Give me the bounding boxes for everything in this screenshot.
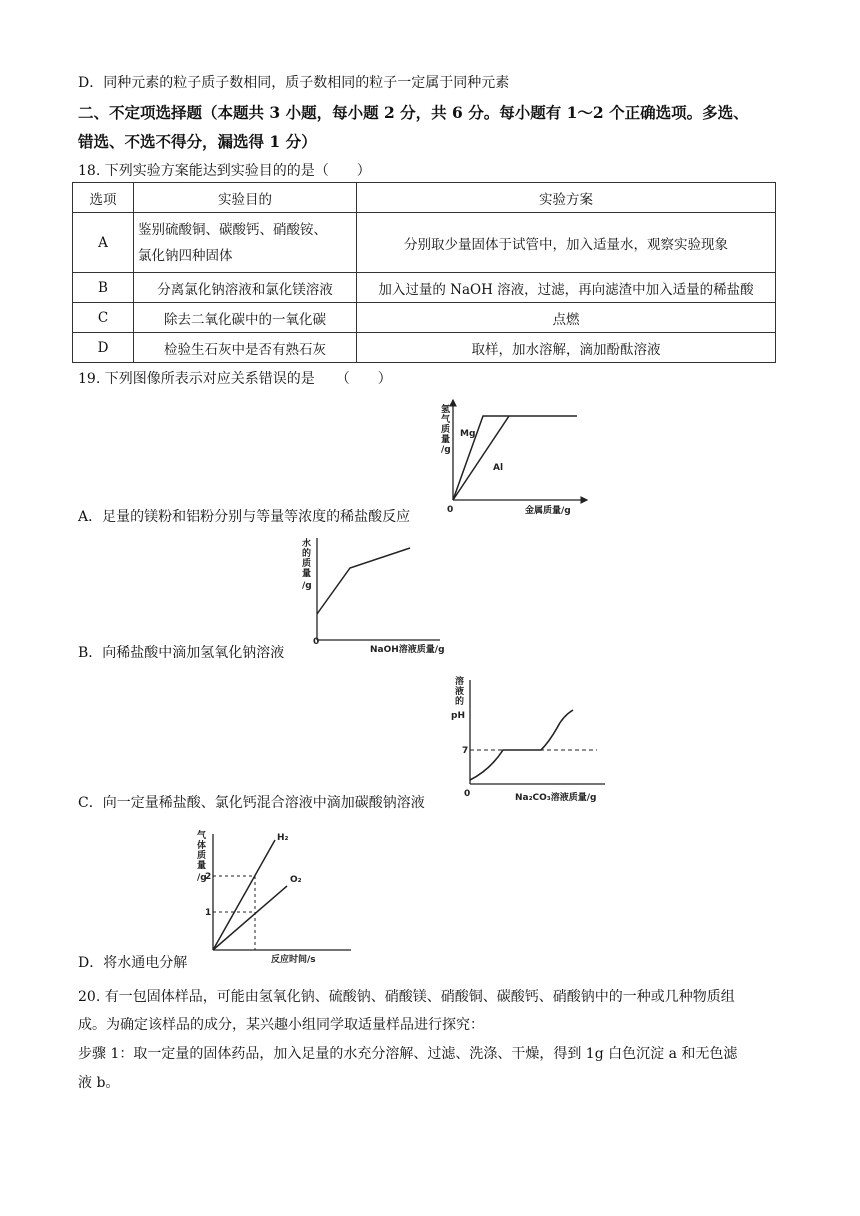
svg-text:/g: /g [197,873,207,883]
question-20-line-2: 成。为确定该样品的成分，某兴趣小组同学取适量样品进行探究： [78,1017,484,1033]
row-purpose: 检验生石灰中是否有熟石灰 [134,333,357,363]
svg-text:质: 质 [441,425,451,435]
row-purpose [134,213,357,273]
o2-line [213,886,287,950]
svg-text:量: 量 [302,569,312,579]
option-19-d: D．将水通电分解 [78,955,188,971]
section-2-heading: 二、不定项选择题（本题共 3 小题，每小题 2 分，共 6 分。每小题有 1～2 个正确选项。多选、 [78,103,749,122]
svg-text:气: 气 [441,415,451,425]
header-purpose: 实验目的 [134,183,357,213]
x-axis-label: Na₂CO₃溶液质量/g [515,793,597,803]
row-plan: 加入过量的 NaOH 溶液，过滤，再向滤渣中加入适量的稀盐酸 [357,273,776,303]
table-row [73,333,776,363]
question-20-step-1-cont: 液 b。 [78,1075,120,1091]
table-row [73,213,776,273]
table-row [73,273,776,303]
row-option: A [73,213,134,273]
svg-text:质: 质 [302,559,312,569]
h2-line [213,840,275,950]
origin-label: 0 [447,505,454,515]
graph-c [445,672,615,804]
svg-text:/g: /g [302,581,312,591]
question-20-step-1: 步骤 1：取一定量的固体药品，加入足量的水充分溶解、过滤、洗涤、干燥，得到 1g 白色沉淀 a 和无色滤 [78,1046,738,1062]
graph-a [405,392,595,522]
svg-text:体: 体 [197,841,207,851]
svg-text:量: 量 [197,861,207,871]
question-19: 19. 下列图像所表示对应关系错误的是 （ ） [78,371,392,387]
svg-text:溶: 溶 [455,677,465,687]
mg-label: Mg [460,429,476,439]
option-19-b: B．向稀盐酸中滴加氢氧化钠溶液 [78,645,285,661]
row-option: D [73,333,134,363]
origin-label: 0 [464,789,471,799]
svg-text:量: 量 [441,435,451,445]
option-19-c: C．向一定量稀盐酸、氯化钙混合溶液中滴加碳酸钠溶液 [78,795,425,811]
header-option: 选项 [73,183,134,213]
y-tick-1: 1 [205,908,212,918]
row-purpose-line: 鉴别硫酸铜、碳酸钙、硝酸铵、 [138,221,327,238]
experiment-table [72,182,776,363]
svg-text:氢: 氢 [441,405,451,415]
h2-label: H₂ [277,833,289,843]
row-option: C [73,303,134,333]
al-label: Al [493,463,504,473]
row-plan: 点燃 [357,303,776,333]
row-purpose-line: 氯化钠四种固体 [138,247,233,264]
svg-text:质: 质 [197,851,207,861]
x-axis-label: NaOH溶液质量/g [370,645,445,655]
svg-text:气: 气 [197,831,207,841]
row-purpose: 除去二氧化碳中的一氧化碳 [134,303,357,333]
y-axis-label [451,675,465,721]
y-tick-7: 7 [462,746,469,756]
row-purpose: 分离氯化钠溶液和氯化镁溶液 [134,273,357,303]
table-header-row [73,183,776,213]
graph-b [282,528,452,658]
origin-label: 0 [313,637,320,647]
svg-text:液: 液 [455,687,465,697]
svg-text:水: 水 [302,539,312,549]
svg-text:的: 的 [302,549,312,559]
table-row [73,303,776,333]
option-19-a: A．足量的镁粉和铝粉分别与等量等浓度的稀盐酸反应 [78,509,411,525]
row-plan: 取样，加水溶解，滴加酚酞溶液 [357,333,776,363]
y-axis-label [441,403,451,455]
svg-text:的: 的 [455,697,465,707]
question-20-line-1: 20. 有一包固体样品，可能由氢氧化钠、硫酸钠、硝酸镁、硝酸铜、碳酸钙、硝酸钠中的一种或几种物质组 [78,989,735,1005]
svg-text:pH: pH [451,711,465,721]
question-18: 18. 下列实验方案能达到实验目的的是（ ） [78,163,371,179]
x-axis-label: 反应时间/s [271,955,316,965]
y-axis-label [302,537,312,591]
header-plan: 实验方案 [357,183,776,213]
section-2-heading-cont: 错选、不选不得分，漏选得 1 分） [78,132,317,151]
row-option: B [73,273,134,303]
x-axis-label: 金属质量/g [525,506,571,516]
svg-text:/g: /g [441,445,451,455]
row-plan: 分别取少量固体于试管中，加入适量水，观察实验现象 [357,213,776,273]
graph-d [195,826,365,966]
o2-label: O₂ [290,875,302,885]
water-mass-line [317,548,410,614]
ph-curve [470,710,573,780]
y-tick-2: 2 [205,872,212,882]
option-d-previous: D．同种元素的粒子质子数相同，质子数相同的粒子一定属于同种元素 [78,75,510,91]
